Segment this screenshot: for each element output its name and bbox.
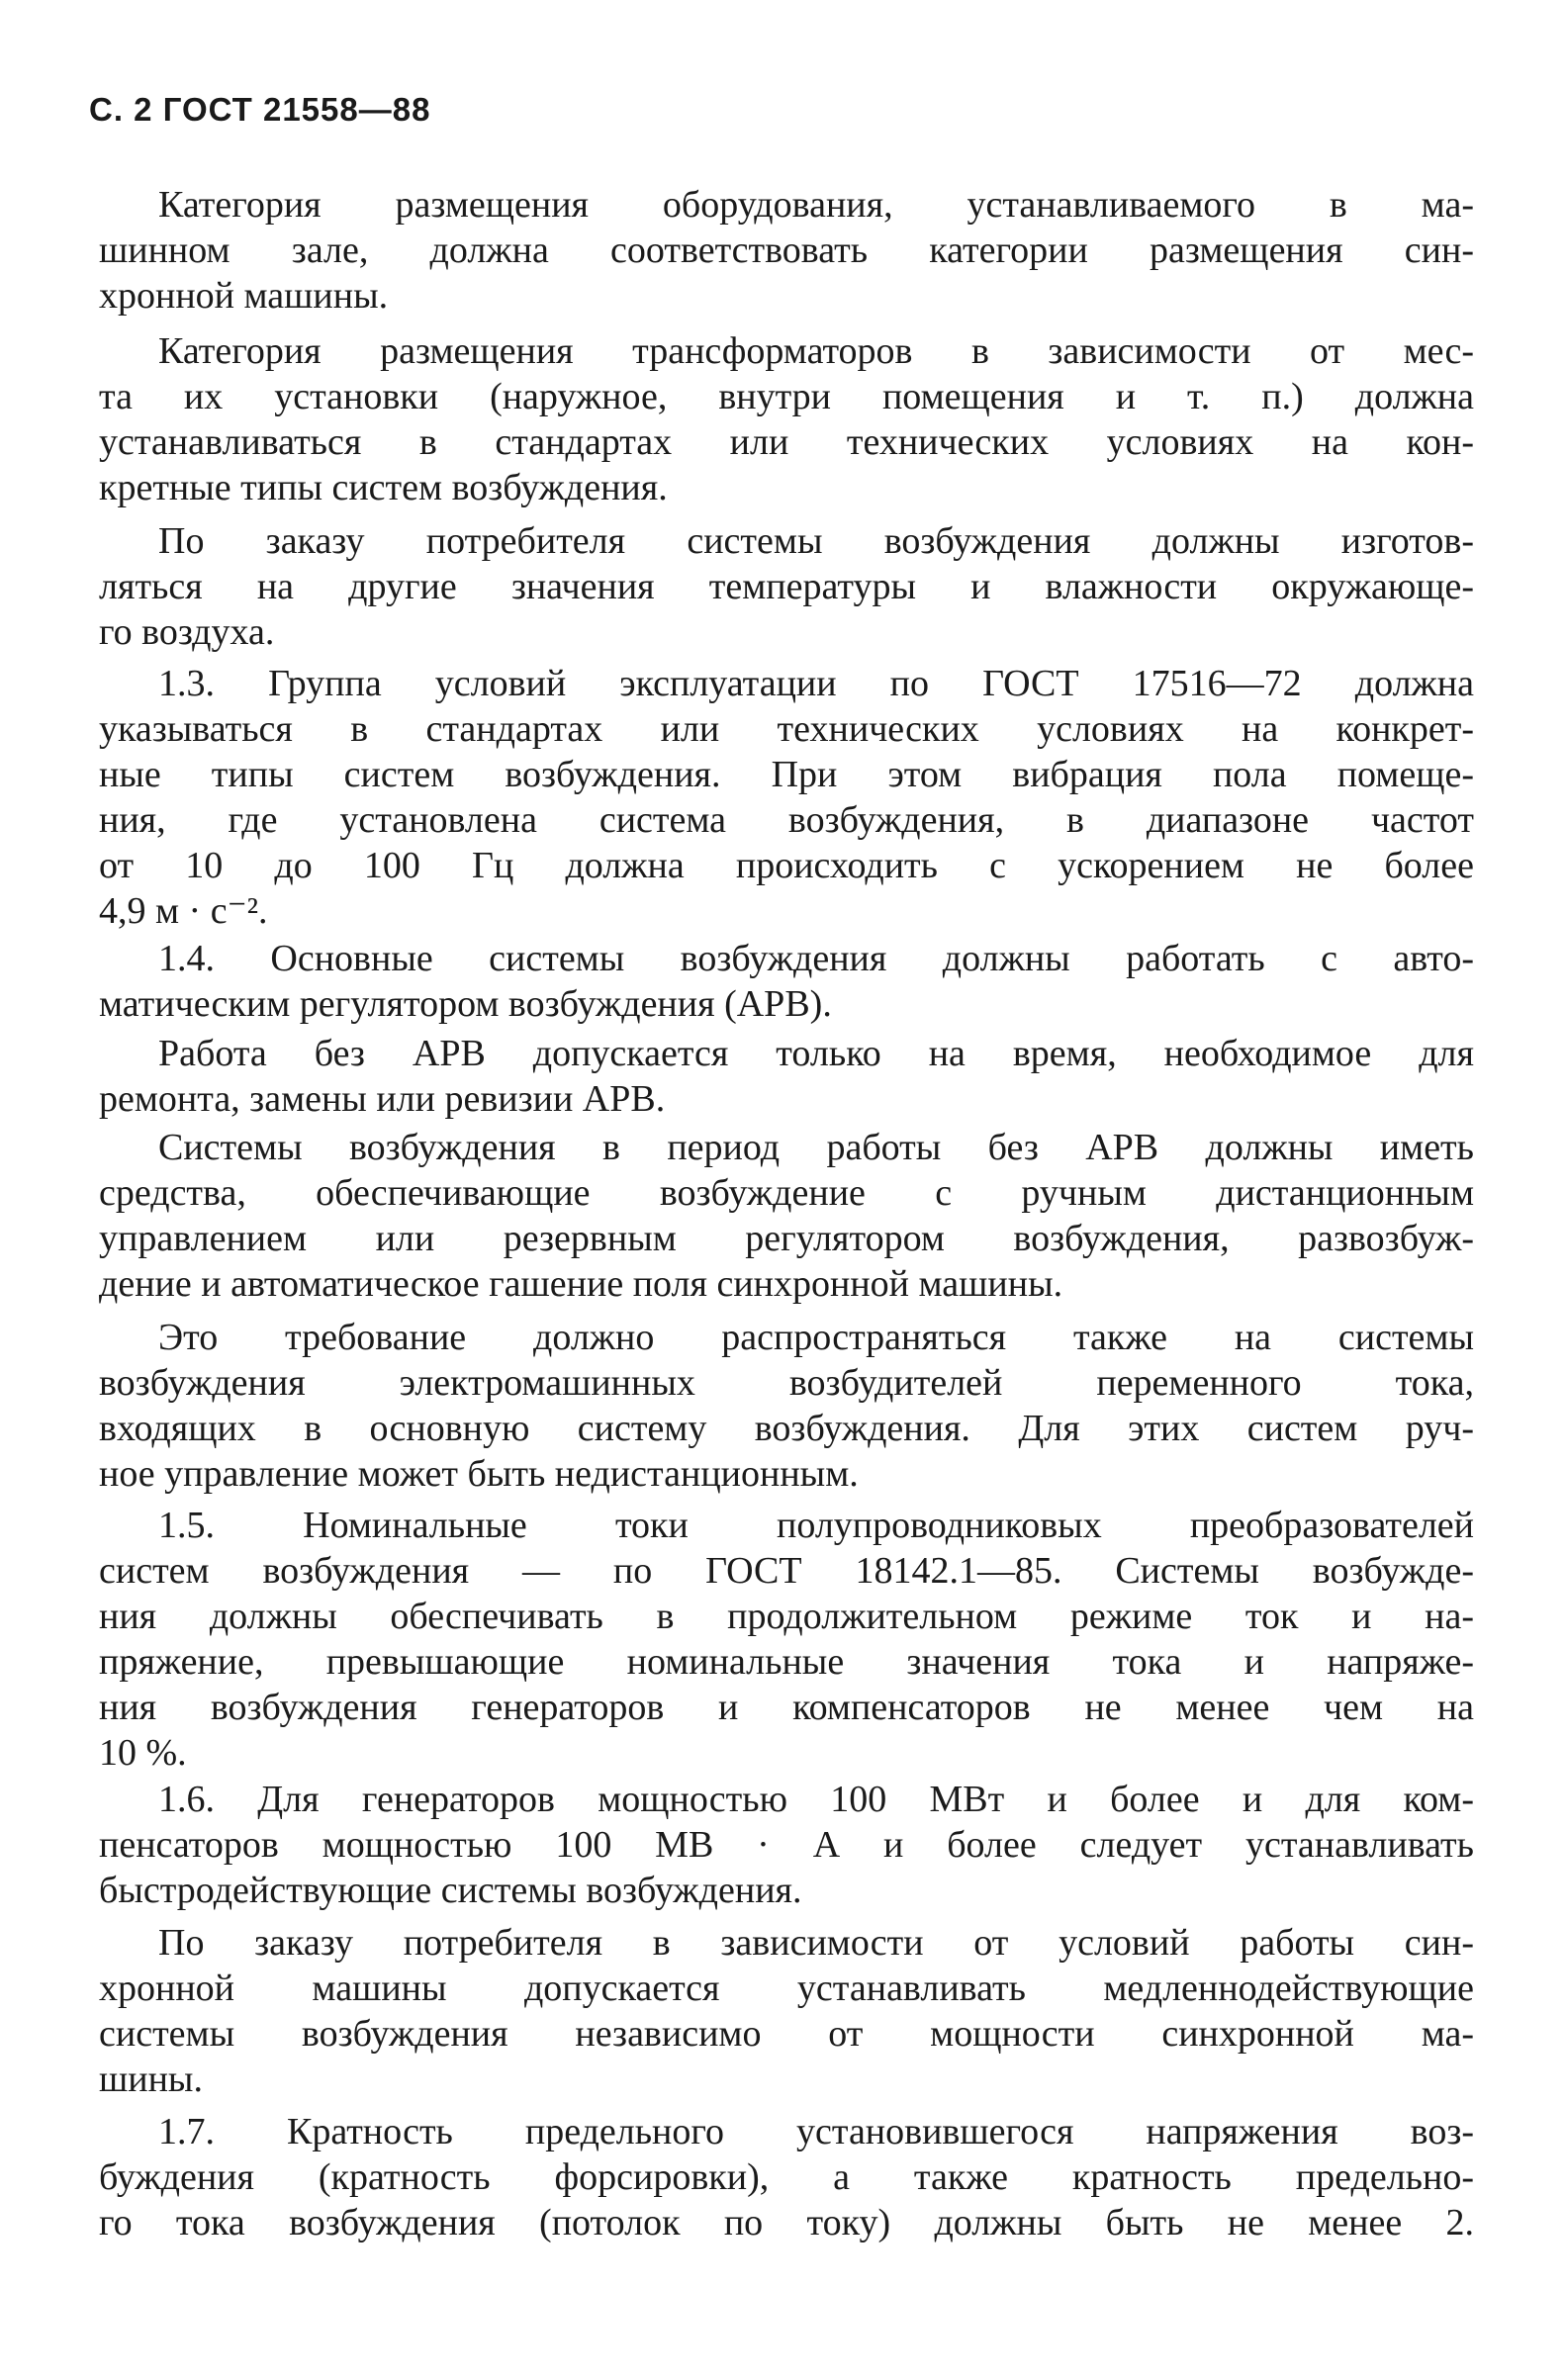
text-line: ния должны обеспечивать в продолжительном режиме ток и на- (99, 1596, 1474, 1637)
text-line: ное управление может быть недистанционным. (99, 1453, 859, 1495)
text-line: пенсаторов мощностью 100 МВ · А и более следует устанавливать (99, 1824, 1474, 1866)
text-line: средства, обеспечивающие возбуждение с ручным дистанционным (99, 1172, 1474, 1214)
text-line: матическим регулятором возбуждения (АРВ). (99, 983, 832, 1025)
text-line: 1.6. Для генераторов мощностью 100 МВт и более и для ком- (158, 1779, 1474, 1820)
text-line: ния возбуждения генераторов и компенсаторов не менее чем на (99, 1687, 1474, 1728)
text-line: от 10 до 100 Гц должна происходить с ускорением не более (99, 845, 1474, 886)
text-line: шинном зале, должна соответствовать категории размещения син- (99, 229, 1474, 271)
text-line: возбуждения электромашинных возбудителей переменного тока, (99, 1362, 1474, 1404)
text-line: 1.5. Номинальные токи полупроводниковых преобразователей (158, 1505, 1474, 1546)
text-line: Категория размещения трансформаторов в зависимости от мес- (158, 330, 1474, 372)
text-line: устанавливаться в стандартах или технических условиях на кон- (99, 421, 1474, 463)
text-line: ния, где установлена система возбуждения, в диапазоне частот (99, 799, 1474, 841)
text-line: 1.4. Основные системы возбуждения должны работать с авто- (158, 938, 1474, 979)
text-line: 10 %. (99, 1732, 187, 1774)
text-line: ляться на другие значения температуры и влажности окружающе- (99, 566, 1474, 607)
text-line: Это требование должно распространяться также на системы (158, 1317, 1474, 1358)
text-line: быстродействующие системы возбуждения. (99, 1870, 802, 1911)
text-line: управлением или резервным регулятором возбуждения, развозбуж- (99, 1218, 1474, 1259)
text-line: кретные типы систем возбуждения. (99, 467, 668, 508)
text-line: По заказу потребителя системы возбуждения должны изготов- (158, 520, 1474, 562)
text-line: входящих в основную систему возбуждения. Для этих систем руч- (99, 1408, 1474, 1449)
text-line: системы возбуждения независимо от мощности синхронной ма- (99, 2013, 1474, 2055)
text-line: Работа без АРВ допускается только на время, необходимое для (158, 1033, 1474, 1074)
running-head: С. 2 ГОСТ 21558—88 (89, 91, 431, 128)
text-line: буждения (кратность форсировки), а также кратность предельно- (99, 2156, 1474, 2198)
text-line: По заказу потребителя в зависимости от условий работы син- (158, 1922, 1474, 1964)
text-line: го воздуха. (99, 611, 275, 653)
text-line: 4,9 м · с⁻². (99, 890, 268, 932)
text-line: Категория размещения оборудования, устанавливаемого в ма- (158, 184, 1474, 226)
text-line: ные типы систем возбуждения. При этом вибрация пола помеще- (99, 754, 1474, 795)
text-line: го тока возбуждения (потолок по току) должны быть не менее 2. (99, 2202, 1474, 2243)
text-line: шины. (99, 2059, 203, 2100)
text-line: та их установки (наружное, внутри помещения и т. п.) должна (99, 376, 1474, 417)
text-line: 1.3. Группа условий эксплуатации по ГОСТ 17516—72 должна (158, 663, 1474, 704)
text-line: пряжение, превышающие номинальные значения тока и напряже- (99, 1641, 1474, 1683)
text-line: 1.7. Кратность предельного установившегося напряжения воз- (158, 2111, 1474, 2152)
text-line: хронной машины допускается устанавливать медленнодействующие (99, 1968, 1474, 2009)
text-line: указываться в стандартах или технических условиях на конкрет- (99, 708, 1474, 750)
text-line: хронной машины. (99, 275, 389, 317)
text-line: систем возбуждения — по ГОСТ 18142.1—85. Системы возбужде- (99, 1550, 1474, 1592)
text-line: ремонта, замены или ревизии АРВ. (99, 1078, 666, 1120)
text-line: Системы возбуждения в период работы без АРВ должны иметь (158, 1127, 1474, 1168)
text-line: дение и автоматическое гашение поля синхронной машины. (99, 1263, 1063, 1305)
